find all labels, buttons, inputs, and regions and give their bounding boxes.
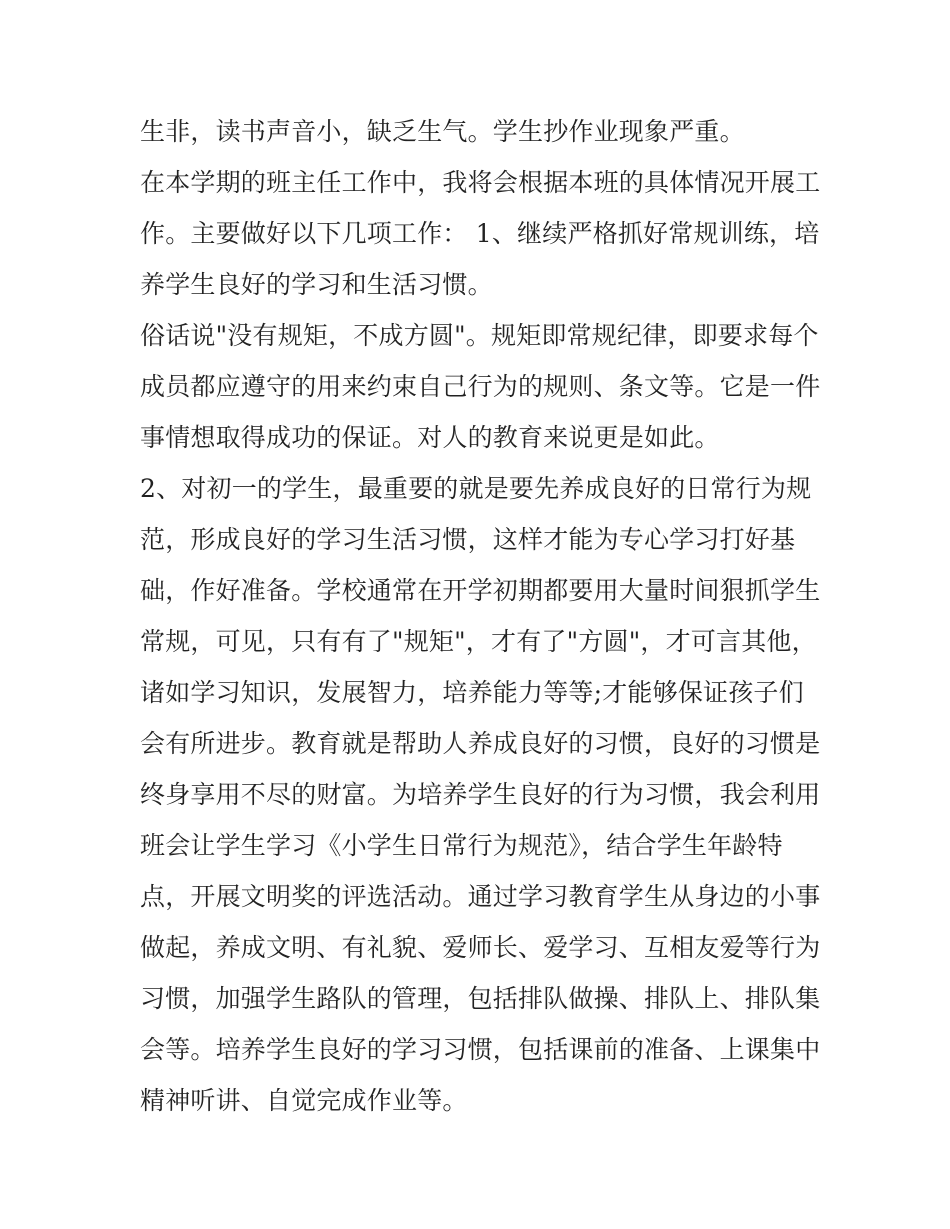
text-line: 2、对初一的学生，最重要的就是要先养成良好的日常行为规 — [140, 474, 812, 503]
text-line: 做起，养成文明、有礼貌、爱师长、爱学习、互相友爱等行为 — [140, 933, 821, 962]
text-line: 养学生良好的学习和生活习惯。 — [140, 270, 493, 299]
text-line: 在本学期的班主任工作中，我将会根据本班的具体情况开展工 — [140, 168, 821, 197]
text-line: 成员都应遵守的用来约束自己行为的规则、条文等。它是一件 — [140, 372, 821, 401]
text-line: 础，作好准备。学校通常在开学初期都要用大量时间狠抓学生 — [140, 576, 821, 605]
text-line: 习惯，加强学生路队的管理，包括排队做操、排队上、排队集 — [140, 984, 821, 1013]
text-line: 诸如学习知识，发展智力，培养能力等等;才能够保证孩子们 — [140, 678, 804, 707]
text-line: 范，形成良好的学习生活习惯，这样才能为专心学习打好基 — [140, 525, 796, 554]
text-line: 俗话说"没有规矩，不成方圆"。规矩即常规纪律，即要求每个 — [140, 321, 819, 350]
text-line: 常规，可见，只有有了"规矩"，才有了"方圆"，才可言其他， — [140, 627, 817, 656]
text-line: 会等。培养学生良好的学习习惯，包括课前的准备、上课集中 — [140, 1035, 821, 1064]
text-line: 会有所进步。教育就是帮助人养成良好的习惯，良好的习惯是 — [140, 729, 821, 758]
text-line: 点，开展文明奖的评选活动。通过学习教育学生从身边的小事 — [140, 882, 821, 911]
document-page — [140, 106, 820, 1126]
text-line: 精神听讲、自觉完成作业等。 — [140, 1086, 468, 1115]
text-line: 生非，读书声音小，缺乏生气。学生抄作业现象严重。 — [140, 117, 745, 146]
text-line: 终身享用不尽的财富。为培养学生良好的行为习惯，我会利用 — [140, 780, 821, 809]
text-line: 作。主要做好以下几项工作： 1、继续严格抓好常规训练，培 — [140, 219, 820, 248]
text-line: 事情想取得成功的保证。对人的教育来说更是如此。 — [140, 423, 720, 452]
text-line: 班会让学生学习《小学生日常行为规范》，结合学生年龄特 — [140, 831, 783, 860]
